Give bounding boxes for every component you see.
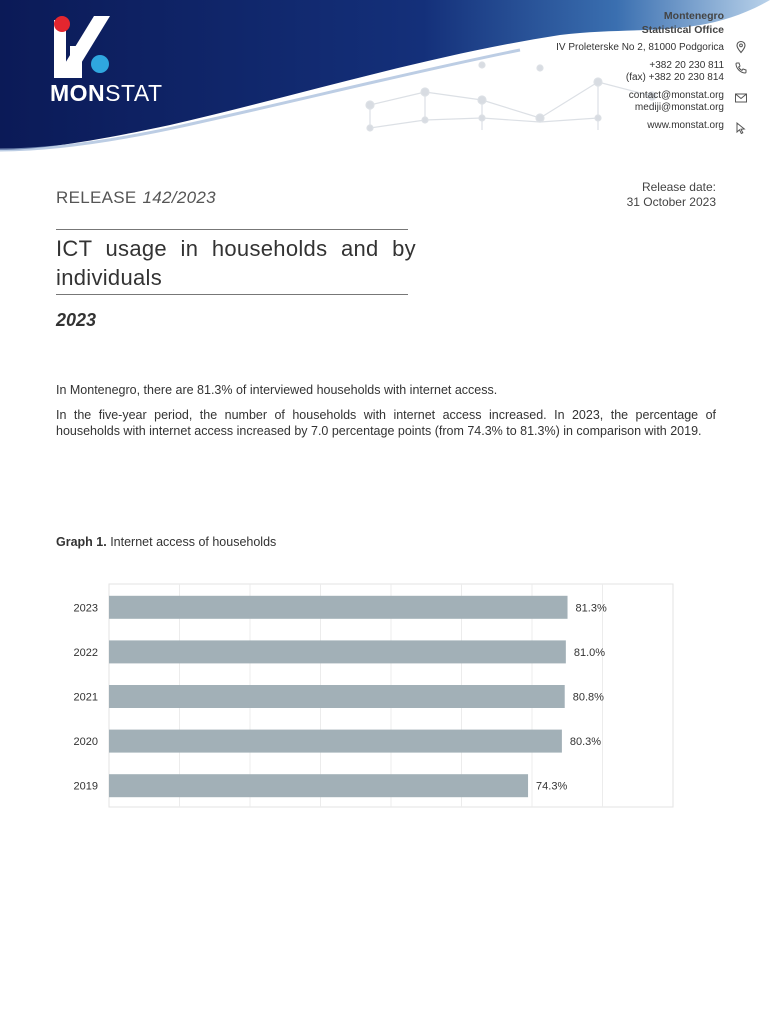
- chart-value-label: 74.3%: [536, 780, 568, 793]
- release-date-label: Release date:: [641, 180, 716, 194]
- chart-bar: [109, 730, 562, 753]
- chart-bar: [109, 774, 528, 797]
- chart-value-label: 80.3%: [569, 736, 602, 749]
- chart-value-label: 80.8%: [572, 691, 604, 704]
- website-link[interactable]: www.monstat.org: [647, 120, 724, 131]
- release-year: 2023: [56, 310, 97, 330]
- logo-wordmark: MONSTAT: [50, 80, 163, 106]
- release-date: [627, 180, 716, 210]
- fax-number: (fax) +382 20 230 814: [625, 72, 724, 83]
- org-name-line1: Montenegro: [663, 10, 724, 22]
- release-date-value: 31 October 2023: [626, 195, 716, 209]
- phone-number: +382 20 230 811: [649, 60, 724, 71]
- chart-category-label: 2021: [73, 691, 98, 704]
- page-title: ICT usage in households and by individuals: [56, 236, 416, 290]
- chart-category-label: 2022: [73, 646, 98, 659]
- chart-bar: [109, 685, 565, 708]
- chart-category-label: 2019: [73, 780, 98, 793]
- internet-access-bar-chart: [56, 583, 676, 813]
- location-pin-icon: [734, 40, 748, 54]
- chart-bar: [109, 596, 568, 619]
- paragraph-summary: In Montenegro, there are 81.3% of interviewed households with internet access.: [56, 383, 498, 397]
- paragraph-detail: In the five-year period, the number of households with internet access increased. In 2023, the percentage of households with internet access increased by 7.0 percentage points (from 74.3% to 81.3%) in comparison with 2019.: [56, 408, 716, 438]
- release-number: [56, 188, 216, 208]
- org-name-line2: Statistical Office: [641, 24, 724, 36]
- page-header: [0, 0, 770, 165]
- chart-category-label: 2023: [73, 602, 98, 615]
- email-media-link[interactable]: mediji@monstat.org: [634, 102, 724, 113]
- chart-bar: [109, 640, 566, 663]
- cursor-icon: [734, 121, 748, 135]
- chart-value-label: 81.0%: [573, 646, 606, 659]
- chart-category-label: 2020: [73, 736, 98, 749]
- envelope-icon: [734, 91, 748, 105]
- address: IV Proleterske No 2, 81000 Podgorica: [556, 42, 724, 53]
- contact-block: [304, 10, 724, 150]
- phone-icon: [734, 61, 748, 75]
- email-contact-link[interactable]: contact@monstat.org: [628, 90, 724, 101]
- chart-value-label: 81.3%: [575, 602, 607, 615]
- graph-title: Internet access of households: [110, 535, 277, 549]
- graph-caption: [56, 535, 276, 549]
- release-id: 142/2023: [142, 188, 216, 207]
- graph-label: Graph 1.: [56, 535, 107, 549]
- title-rule-top: [56, 229, 408, 230]
- release-label: RELEASE: [56, 188, 137, 207]
- title-rule-bottom: [56, 294, 408, 295]
